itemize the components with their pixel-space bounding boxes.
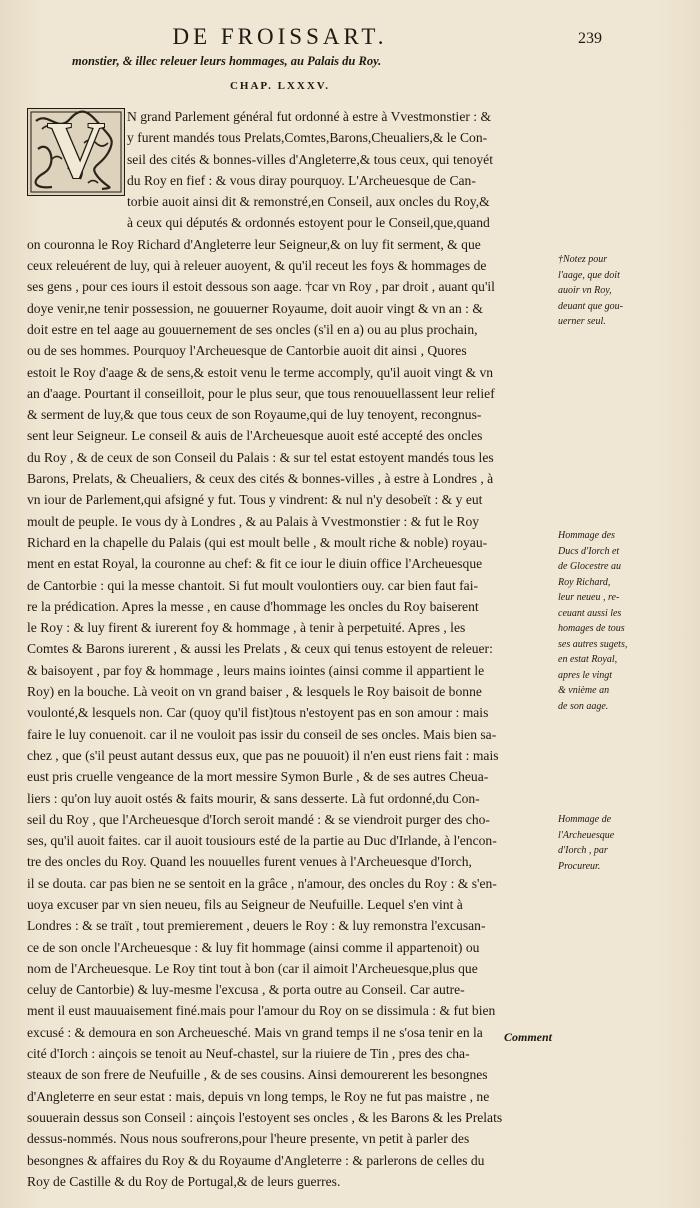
body-line: faire le luy conuenoit. car il ne vouloit pas issir du conseil de ses oncles. Mais bien sa- [27, 726, 497, 742]
body-line: y furent mandés tous Prelats,Comtes,Barons,Cheualiers,& le Con- [127, 130, 488, 146]
body-line: tre des oncles du Roy. Quand les nouuelles furent venues à l'Archeuesque d'Iorch, [27, 854, 472, 870]
body-line: besongnes & affaires du Roy & du Royaume d'Angleterre : & parlerons de celles du [27, 1152, 485, 1168]
body-line: uoya excuser par vn sien neueu, fils au Seigneur de Neufuille. Lequel s'en vint à [27, 896, 463, 912]
body-line: le Roy : & luy firent & iurerent foy & hommage , à tenir à perpetuité. Apres , les [27, 620, 466, 636]
margin-note-line: leur neueu , re- [558, 592, 620, 603]
margin-note-hommage-ducs [558, 528, 683, 714]
body-line: on couronna le Roy Richard d'Angleterre leur Seigneur,& on luy fit serment, & que [27, 236, 481, 252]
body-line: voulonté,& lesquels non. Car (quoy qu'il fist)tous n'estoyent pas en son amour : mais [27, 705, 489, 721]
margin-note-line: Hommage de [558, 814, 612, 825]
body-line: ce de son oncle l'Archeuesque : & luy fit hommage (ainsi comme il appartenoit) ou [27, 939, 480, 955]
body-line: Richard en la chapelle du Palais (qui est moult belle , & moult riche & noble) royau- [27, 534, 488, 550]
body-line: an d'aage. Pourtant il conseilloit, pour le plus seur, que tous renouuellassent leur relief [27, 385, 495, 401]
body-line: ment en estat Royal, la couronne au chef: & fit ce iour le diuin office l'Archeuesque [27, 556, 483, 572]
body-line: chez , que (s'il peust autant dessus eux, que pas ne pouuoit) il n'en eust riens fait : mais [27, 747, 499, 763]
body-line: Roy de Castille & du Roy de Portugal,& de leurs guerres. [27, 1173, 341, 1189]
margin-note-line: Hommage des [558, 530, 615, 541]
body-line: ment il eust mauuaisement finé.mais pour l'amour du Roy on se dissimula : & fut bien [27, 1003, 496, 1019]
drop-cap [27, 108, 125, 196]
margin-note-line: uerner seul. [558, 316, 606, 327]
margin-note-line: d'Iorch , par [558, 845, 608, 856]
body-line: Barons, Prelats, & Cheualiers, & ceux des cités & bonnes-villes , à estre à Londres , à [27, 471, 494, 487]
margin-note-line: Procureur. [558, 860, 601, 872]
catchword: Comment [503, 1030, 552, 1044]
page-number: 239 [578, 30, 602, 47]
margin-note-line: l'Archeuesque [558, 829, 615, 841]
margin-note-line: en estat Royal, [558, 654, 618, 665]
margin-note-line: de son aage. [558, 700, 609, 712]
body-line: & serment de luy,& que tous ceux de son Royaume,qui de luy tenoyent, recongnus- [27, 407, 482, 423]
margin-note-line: Ducs d'Iorch et [558, 545, 620, 557]
drop-cap-letter: V [47, 108, 105, 195]
body-line: cité d'Iorch : ainçois se tenoit au Neuf-chastel, sur la riuiere de Tin , pres des cha- [27, 1046, 470, 1062]
margin-note-line: apres le vingt [558, 669, 613, 681]
body-line: dessus-nommés. Nous nous soufrerons,pour l'heure presente, vn petit à parler des [27, 1131, 470, 1147]
body-line: ceux releuérent de luy, qui à releuer auoyent, & qu'il receut les foys & hommages de [27, 258, 487, 274]
body-line: steaux de son frere de Neufuille , & de ses cousins. Ainsi demourerent les besongnes [27, 1067, 488, 1083]
body-line: sent leur Seigneur. Le conseil & auis de l'Archeuesque auoit esté accepté des oncles [27, 428, 483, 444]
margin-note-line: ceuant aussi les [558, 607, 622, 619]
running-head [0, 24, 700, 54]
chapter-heading: CHAP. LXXXV. [229, 80, 331, 92]
body-line: de Cantorbie : qui la messe chantoit. Si fut moult voulontiers ouy. car bien faut fai- [27, 577, 479, 593]
body-line: moult de peuple. Ie vous dy à Londres , & au Palais à Vvestmonstier : & fut le Roy [27, 513, 480, 529]
body-line: doye venir,ne tenir possession, ne gouuerner Royaume, doit auoir vingt & vn an : & [27, 300, 483, 316]
body-line: souuerain dessus son Conseil : ainçois l'estoyent ses oncles , & les Barons & les Prelats [27, 1109, 503, 1125]
body-line: estoit le Roy d'aage & de sens,& estoit venu le terme accomply, qu'il auoit vingt & vn [27, 364, 494, 380]
body-line: Roy) en la bouche. Là veoit on vn grand baiser , & lesquels le Roy baisoit de bonne [27, 684, 482, 700]
margin-note-line: ses autres sugets, [558, 638, 628, 650]
margin-note-line: homages de tous [558, 623, 625, 634]
margin-note-line: Roy Richard, [558, 576, 611, 588]
body-line: N grand Parlement général fut ordonné à estre à Vvestmonstier : & [127, 109, 492, 124]
body-line: seil des cités & bonnes-villes d'Angleterre,& tous ceux, qui tenoyét [127, 151, 493, 167]
running-title: DE FROISSART. [172, 24, 388, 49]
body-line: eust pris cruelle vengeance de la mort messire Symon Burle , & de ses autres Cheua- [27, 769, 489, 785]
margin-note-aage [558, 252, 683, 330]
margin-note-line: de Glocestre au [558, 561, 621, 572]
body-line: & baisoyent , par foy & hommage , leurs mains iointes (ainsi comme il appartient le [27, 662, 485, 678]
body-line: ou de ses hommes. Pourquoy l'Archeuesque de Cantorbie auoit dit ainsi , Quores [27, 343, 467, 359]
margin-note-line: deuant que gou- [558, 300, 623, 312]
margin-note-line: †Notez pour [558, 254, 608, 265]
body-line: vn iour de Parlement,qui afsigné y fut. Tous y vindrent: & nul n'y desobeït : & y eut [27, 492, 483, 508]
body-line: celuy de Cantorbie) & luy-mesme l'excusa , & porta outre au Conseil. Car autre- [27, 982, 465, 998]
body-line: excusé : & demoura en son Archeuesché. Mais vn grand temps il ne s'osa tenir en la [27, 1024, 483, 1040]
body-line: ses, qu'il auoit faites. car il auoit tousiours esté de la partie au Duc d'Irlande, à l'encon- [27, 833, 497, 849]
body-line: nom de l'Archeuesque. Le Roy tint tout à bon (car il aimoit l'Archeuesque,plus que [27, 960, 478, 976]
body-line: liers : qu'on luy auoit ostés & faits mourir, & sans desserte. Là fut ordonné,du Con- [27, 790, 480, 806]
body-line: à ceux qui députés & ordonnés estoyent pour le Conseil,que,quand [127, 215, 490, 231]
body-line: d'Angleterre en seur estat : mais, depuis vn long temps, le Roy ne fut pas maistre , ne [27, 1088, 490, 1104]
body-line: doit estre en tel aage au gouuernement de ses oncles (s'il en a) ou au plus prochain, [27, 321, 478, 337]
margin-note-line: l'aage, que doit [558, 269, 620, 281]
margin-note-line: & vnième an [558, 685, 610, 696]
body-line: Comtes & Barons iurerent , & aussi les Prelats , & ceux qui tenus estoyent de releuer: [27, 641, 493, 657]
margin-note-hommage-iorch [558, 812, 683, 874]
body-line: torbie auoit ainsi dit & remonstré,en Conseil, aux oncles du Roy,& [127, 194, 490, 210]
body-line: re la prédication. Apres la messe , en cause d'hommage les oncles du Roy baiserent [27, 598, 479, 614]
margin-note-line: auoir vn Roy, [558, 285, 612, 296]
body-line: ses gens , pour ces iours il estoit dessous son aage. †car vn Roy , par droit , auant qu'il [27, 279, 495, 295]
body-line: Londres : & se traït , tout premierement , deuers le Roy : & luy remonstra l'excusan- [27, 918, 486, 934]
body-line: il se douta. car pas bien ne se sentoit en la grâce , n'amour, des oncles du Roy : & s'en- [27, 875, 497, 891]
body-line: du Roy , & de ceux de son Conseil du Palais : & sur tel estat estoyent mandés tous les [27, 449, 494, 465]
body-line: seil du Roy , que l'Archeuesque d'Iorch seroit mandé : & se viendroit purger des cho- [27, 811, 490, 827]
continued-heading: monstier, & illec releuer leurs hommages, au Palais du Roy. [72, 54, 382, 68]
body-line: du Roy en fief : & vous diray pourquoy. L'Archeuesque de Can- [127, 172, 476, 188]
